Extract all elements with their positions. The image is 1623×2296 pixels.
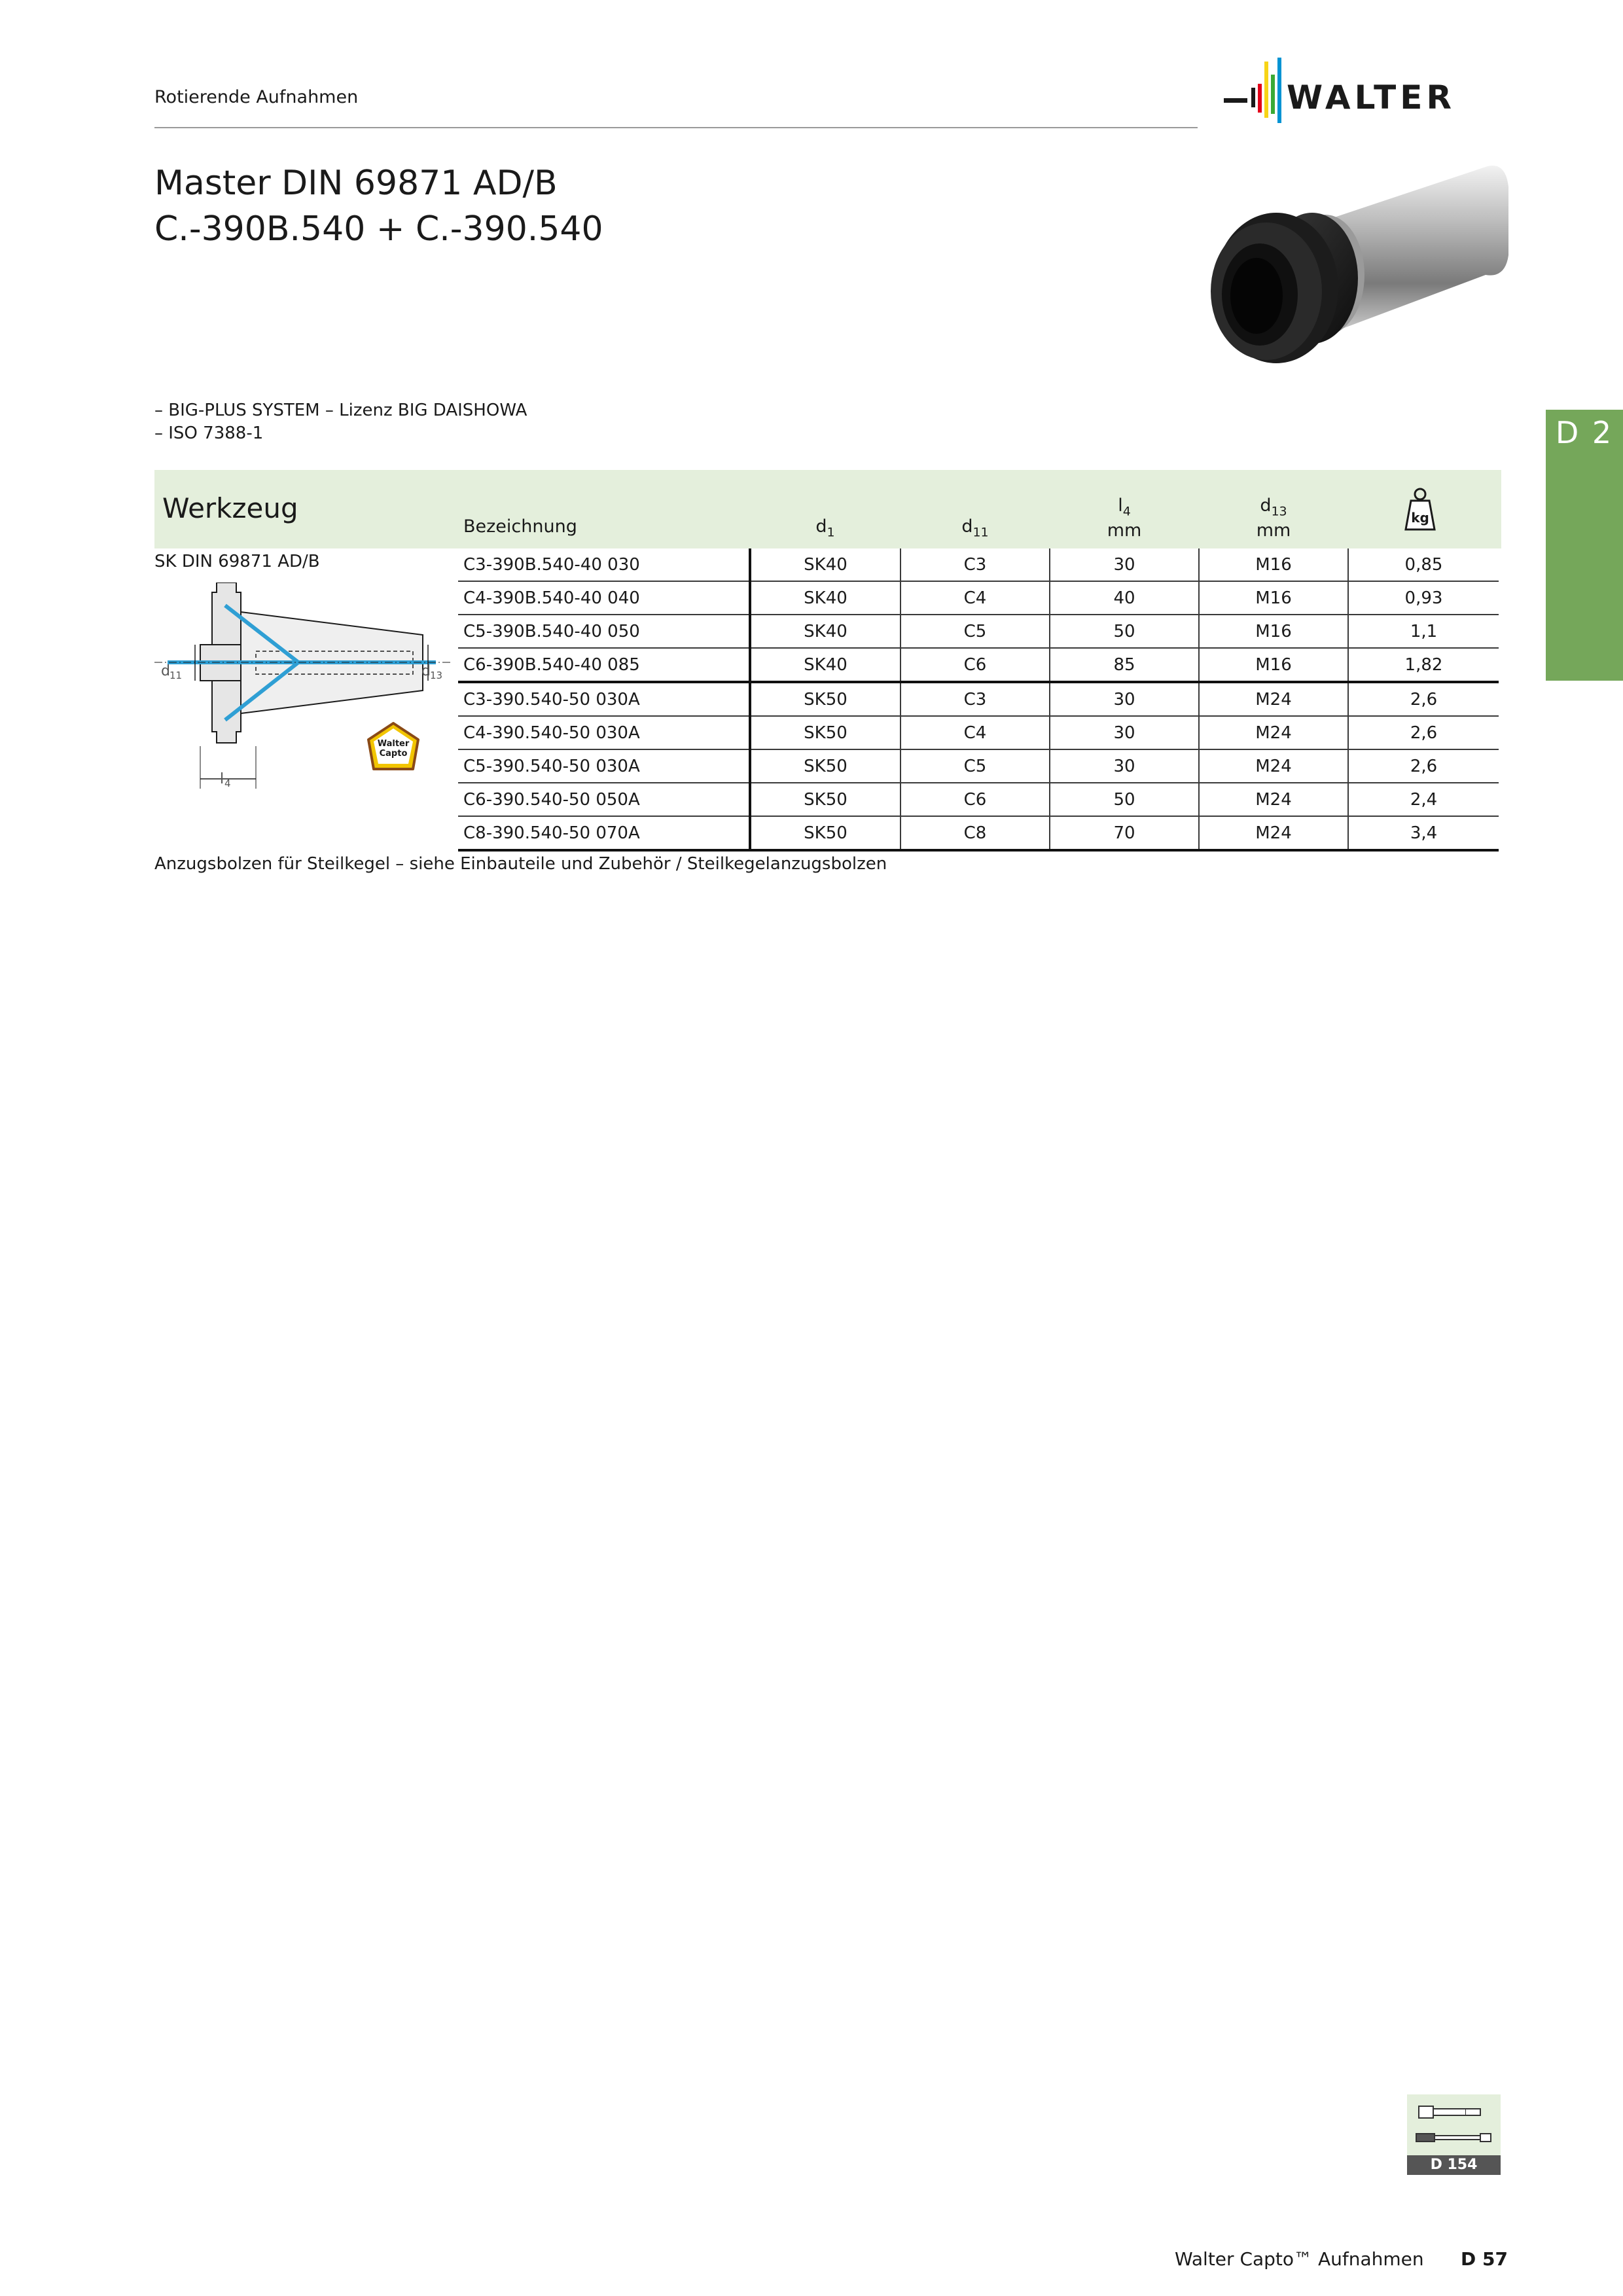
technical-drawing	[154, 583, 452, 805]
d11-cell: C3	[901, 548, 1050, 581]
table-row	[458, 648, 1499, 682]
weight-cell: 3,4	[1348, 816, 1499, 850]
weight-cell: 2,6	[1348, 682, 1499, 716]
d11-cell: C5	[901, 615, 1050, 648]
reference-box[interactable]	[1407, 2094, 1501, 2155]
d13-cell: M24	[1199, 749, 1348, 783]
svg-text:Capto: Capto	[379, 749, 408, 759]
designation-cell: C6-390B.540-40 085	[458, 648, 750, 682]
weight-cell: 2,6	[1348, 716, 1499, 749]
table-row	[458, 816, 1499, 850]
d13-cell: M16	[1199, 648, 1348, 682]
chapter-tab[interactable]	[1546, 410, 1623, 681]
product-photo	[1178, 157, 1518, 399]
svg-text:d: d	[161, 663, 170, 679]
d1-cell: SK40	[750, 648, 901, 682]
l4-cell: 85	[1050, 648, 1199, 682]
feature-item: – BIG-PLUS SYSTEM – Lizenz BIG DAISHOWA	[154, 401, 527, 420]
page-number: D 57	[1461, 2248, 1508, 2270]
d11-cell: C6	[901, 783, 1050, 816]
d11-cell: C4	[901, 716, 1050, 749]
table-row	[458, 716, 1499, 749]
weight-cell: 2,6	[1348, 749, 1499, 783]
d13-cell: M16	[1199, 581, 1348, 615]
svg-text:11: 11	[169, 670, 183, 681]
svg-text:kg: kg	[1411, 510, 1429, 526]
table-row	[458, 615, 1499, 648]
walter-capto-badge	[368, 723, 418, 769]
weight-cell: 2,4	[1348, 783, 1499, 816]
weight-cell: 0,85	[1348, 548, 1499, 581]
section-label: Rotierende Aufnahmen	[154, 87, 359, 107]
column-header-d11: $d_{11}$	[961, 516, 989, 540]
weight-cell: 0,93	[1348, 581, 1499, 615]
designation-cell: C6-390.540-50 050A	[458, 783, 750, 816]
l4-cell: 70	[1050, 816, 1199, 850]
column-header-bezeichnung: Bezeichnung	[463, 516, 577, 537]
product-table	[458, 548, 1499, 852]
table-row	[458, 783, 1499, 816]
d1-cell: SK50	[750, 682, 901, 716]
d13-cell: M16	[1199, 548, 1348, 581]
d1-cell: SK50	[750, 716, 901, 749]
d11-cell: C5	[901, 749, 1050, 783]
svg-text:d: d	[421, 663, 431, 679]
svg-text:l: l	[220, 771, 224, 787]
d11-cell: C6	[901, 648, 1050, 682]
column-header-d13: $d_{13}$ mm	[1256, 495, 1291, 541]
d1-cell: SK50	[750, 749, 901, 783]
d11-cell: C3	[901, 682, 1050, 716]
table-row	[458, 548, 1499, 581]
l4-cell: 30	[1050, 548, 1199, 581]
l4-cell: 30	[1050, 682, 1199, 716]
holder-type-label: SK DIN 69871 AD/B	[154, 552, 320, 571]
kg-weight-icon	[1404, 486, 1436, 532]
title-line-2: C.-390B.540 + C.-390.540	[154, 209, 603, 249]
brand-wordmark: WALTER	[1287, 79, 1455, 117]
d11-cell: C4	[901, 581, 1050, 615]
d11-cell: C8	[901, 816, 1050, 850]
weight-cell: 1,82	[1348, 648, 1499, 682]
l4-cell: 40	[1050, 581, 1199, 615]
designation-cell: C5-390.540-50 030A	[458, 749, 750, 783]
column-header-l4: $l_4$ mm	[1107, 495, 1142, 541]
footnote: Anzugsbolzen für Steilkegel – siehe Einbauteile und Zubehör / Steilkegelanzugsbolzen	[154, 854, 887, 874]
reference-label[interactable]: D 154	[1407, 2155, 1501, 2175]
designation-cell: C4-390.540-50 030A	[458, 716, 750, 749]
designation-cell: C8-390.540-50 070A	[458, 816, 750, 850]
d1-cell: SK40	[750, 615, 901, 648]
l4-cell: 50	[1050, 783, 1199, 816]
svg-text:13: 13	[430, 670, 443, 681]
weight-cell: 1,1	[1348, 615, 1499, 648]
d13-cell: M24	[1199, 682, 1348, 716]
table-section-title: Werkzeug	[162, 492, 298, 524]
d13-cell: M24	[1199, 716, 1348, 749]
d1-cell: SK40	[750, 548, 901, 581]
svg-text:Walter: Walter	[377, 739, 410, 749]
l4-cell: 30	[1050, 749, 1199, 783]
designation-cell: C3-390.540-50 030A	[458, 682, 750, 716]
designation-cell: C5-390B.540-40 050	[458, 615, 750, 648]
footer-title: Walter Capto™ Aufnahmen	[1175, 2248, 1424, 2270]
header-rule	[154, 127, 1198, 128]
title-line-1: Master DIN 69871 AD/B	[154, 164, 558, 203]
chapter-tab-label: D 2	[1555, 415, 1614, 450]
pull-stud-icon	[1407, 2094, 1501, 2155]
d13-cell: M16	[1199, 615, 1348, 648]
l4-cell: 50	[1050, 615, 1199, 648]
page-title	[154, 160, 603, 252]
feature-item: – ISO 7388-1	[154, 423, 264, 443]
column-header-d1: $d_1$	[815, 516, 835, 540]
d1-cell: SK50	[750, 816, 901, 850]
d13-cell: M24	[1199, 783, 1348, 816]
table-row	[458, 682, 1499, 716]
l4-cell: 30	[1050, 716, 1199, 749]
d13-cell: M24	[1199, 816, 1348, 850]
table-row	[458, 581, 1499, 615]
feature-list	[154, 399, 527, 445]
designation-cell: C3-390B.540-40 030	[458, 548, 750, 581]
designation-cell: C4-390B.540-40 040	[458, 581, 750, 615]
d1-cell: SK50	[750, 783, 901, 816]
walter-logo	[1224, 58, 1502, 130]
d1-cell: SK40	[750, 581, 901, 615]
svg-text:4: 4	[224, 778, 231, 789]
table-row	[458, 749, 1499, 783]
